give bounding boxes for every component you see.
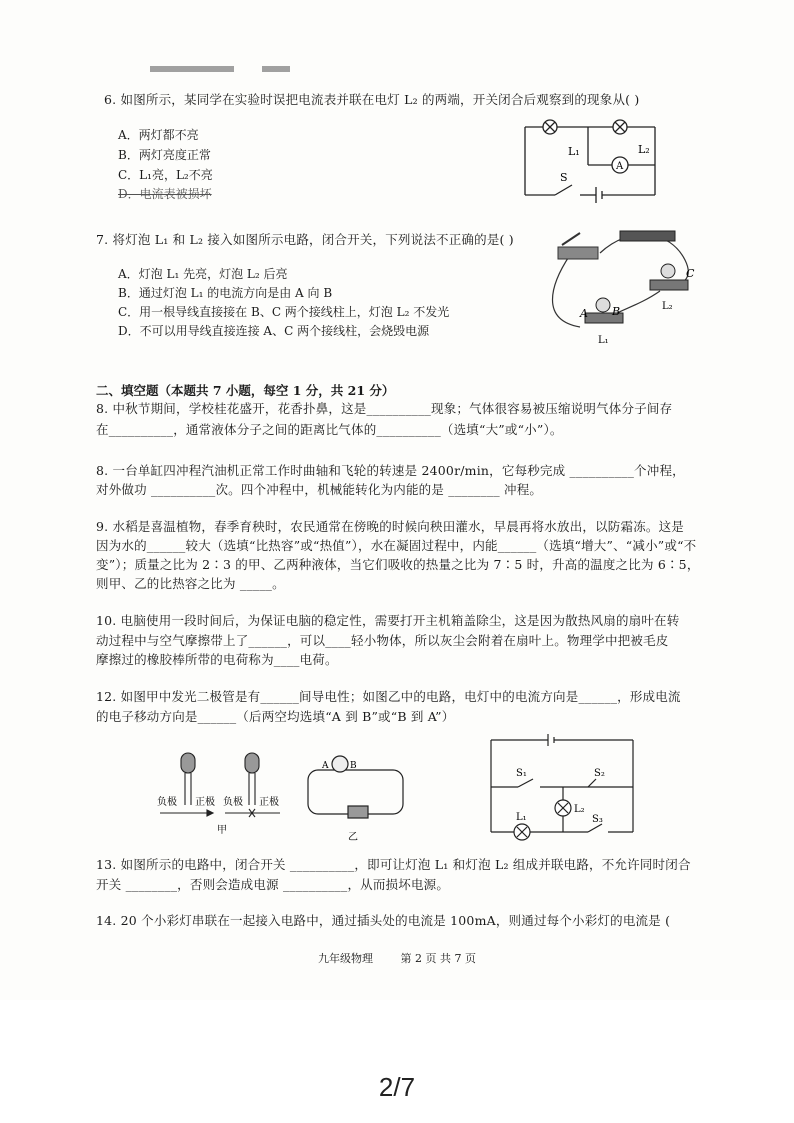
q13-l1-label: L₁ <box>516 812 527 823</box>
q8b-line1: 8. 一台单缸四冲程汽油机正常工作时曲轴和飞轮的转速是 2400r/min，它每秒完成 __________个冲程， <box>96 463 685 478</box>
q10-line3: 摩擦过的橡胶棒所带的电荷称为____电荷。 <box>96 652 338 667</box>
q6-l2-label: L₂ <box>638 143 650 156</box>
q9-line4: 则甲、乙的比热容之比为 _____。 <box>96 576 285 591</box>
led2-negative-label: 负极 <box>223 797 243 808</box>
q6-ammeter-label: A <box>616 161 624 172</box>
q7-terminal-c-label: C <box>686 267 695 280</box>
page-footer <box>0 950 794 966</box>
q14-line1: 14. 20 个小彩灯串联在一起接入电路中，通过插头处的电流是 100mA，则通过每个小彩灯的电流是 ( <box>96 913 671 928</box>
footer-subject: 九年级物理 <box>318 952 373 965</box>
figure-jia-caption: 甲 <box>217 825 227 835</box>
q8b-line2: 对外做功 __________次。四个冲程中，机械能转化为内能的是 ________ 冲程。 <box>96 482 543 497</box>
q13-line1: 13. 如图所示的电路中，闭合开关 __________，即可让灯泡 L₁ 和灯泡 L₂ 组成并联电路，不允许同时闭合 <box>96 857 691 872</box>
q8a-line2: 在__________，通常液体分子之间的距离比气体的__________（选填“大”或“小”）。 <box>96 422 563 437</box>
q6-option-d: D．电流表被损坏 <box>118 187 212 201</box>
q9-line3: 变”）；质量之比为 2∶3 的甲、乙两种液体，当它们吸收的热量之比为 7∶5 时，升高的温度之比为 6∶5， <box>96 557 700 572</box>
q12-bulb-b-label: B <box>350 761 357 771</box>
q13-line2: 开关 ________，否则会造成电源 __________，从而损坏电源。 <box>96 877 450 892</box>
q12-led-diagram <box>155 745 295 835</box>
q13-s1-label: S₁ <box>516 768 527 779</box>
q7-terminal-b-label: B <box>612 305 621 318</box>
q10-line2: 动过程中与空气摩擦带上了______，可以____轻小物体，所以灰尘会附着在扇叶上。物理学中把被毛皮 <box>96 633 669 648</box>
q13-s2-label: S₂ <box>594 768 605 779</box>
q6-option-c: C．L₁亮，L₂不亮 <box>118 168 213 182</box>
section-fill-in-title: 二、填空题（本题共 7 小题，每空 1 分，共 21 分） <box>96 383 395 398</box>
led1-negative-label: 负极 <box>157 797 177 808</box>
q12-line2: 的电子移动方向是______（后两空均选填“A 到 B”或“B 到 A”） <box>96 709 455 724</box>
q6-l1-label: L₁ <box>568 145 580 158</box>
q7-option-b: B．通过灯泡 L₁ 的电流方向是由 A 向 B <box>118 286 333 300</box>
q9-line1: 9. 水稻是喜温植物，春季育秧时，农民通常在傍晚的时候向秧田灌水，早晨再将水放出，以防霜冻。这是 <box>96 519 685 534</box>
footer-page-number: 第 2 页 共 7 页 <box>400 952 476 965</box>
q7-apparatus-diagram <box>540 225 700 350</box>
q12-line1: 12. 如图甲中发光二极管是有______间导电性；如图乙中的电路，电灯中的电流方向是______，形成电流 <box>96 689 681 704</box>
q7-terminal-a-label: A <box>580 307 588 320</box>
q7-l1-label: L₁ <box>598 335 609 346</box>
q13-circuit-diagram <box>488 732 638 844</box>
q7-option-a: A．灯泡 L₁ 先亮，灯泡 L₂ 后亮 <box>118 267 288 281</box>
q6-switch-label: S <box>560 171 568 184</box>
q7-option-d: D．不可以用导线直接连接 A、C 两个接线柱，会烧毁电源 <box>118 324 430 338</box>
led2-positive-label: 正极 <box>259 797 279 808</box>
q12-bulb-a-label: A <box>322 761 329 771</box>
q7-stem: 7. 将灯泡 L₁ 和 L₂ 接入如图所示电路，闭合开关，下列说法不正确的是( ) <box>96 232 514 247</box>
q13-s3-label: S₃ <box>592 814 603 825</box>
page-indicator: 2/7 <box>378 1072 416 1102</box>
q7-l2-label: L₂ <box>662 301 673 312</box>
led1-positive-label: 正极 <box>195 797 215 808</box>
figure-yi-caption: 乙 <box>348 832 358 843</box>
q13-l2-label: L₂ <box>574 804 585 815</box>
q7-option-c: C．用一根导线直接接在 B、C 两个接线柱上，灯泡 L₂ 不发光 <box>118 305 450 319</box>
top-edge-smudge <box>150 66 290 72</box>
q6-option-a: A．两灯都不亮 <box>118 128 199 142</box>
q6-circuit-diagram <box>520 115 670 205</box>
q6-stem: 6. 如图所示，某同学在实验时误把电流表并联在电灯 L₂ 的两端，开关闭合后观察到的现象从( ) <box>104 92 640 107</box>
q12-bulb-circuit <box>300 748 410 848</box>
q9-line2: 因为水的______较大（选填“比热容”或“热值”），水在凝固过程中，内能______（选填“增大”、“减小”或“不 <box>96 538 697 553</box>
q8a-line1: 8. 中秋节期间，学校桂花盛开，花香扑鼻，这是__________现象；气体很容易被压缩说明气体分子间存 <box>96 401 673 416</box>
q10-line1: 10. 电脑使用一段时间后，为保证电脑的稳定性，需要打开主机箱盖除尘，这是因为散热风扇的扇叶在转 <box>96 613 680 628</box>
q6-option-b: B．两灯亮度正常 <box>118 148 211 162</box>
